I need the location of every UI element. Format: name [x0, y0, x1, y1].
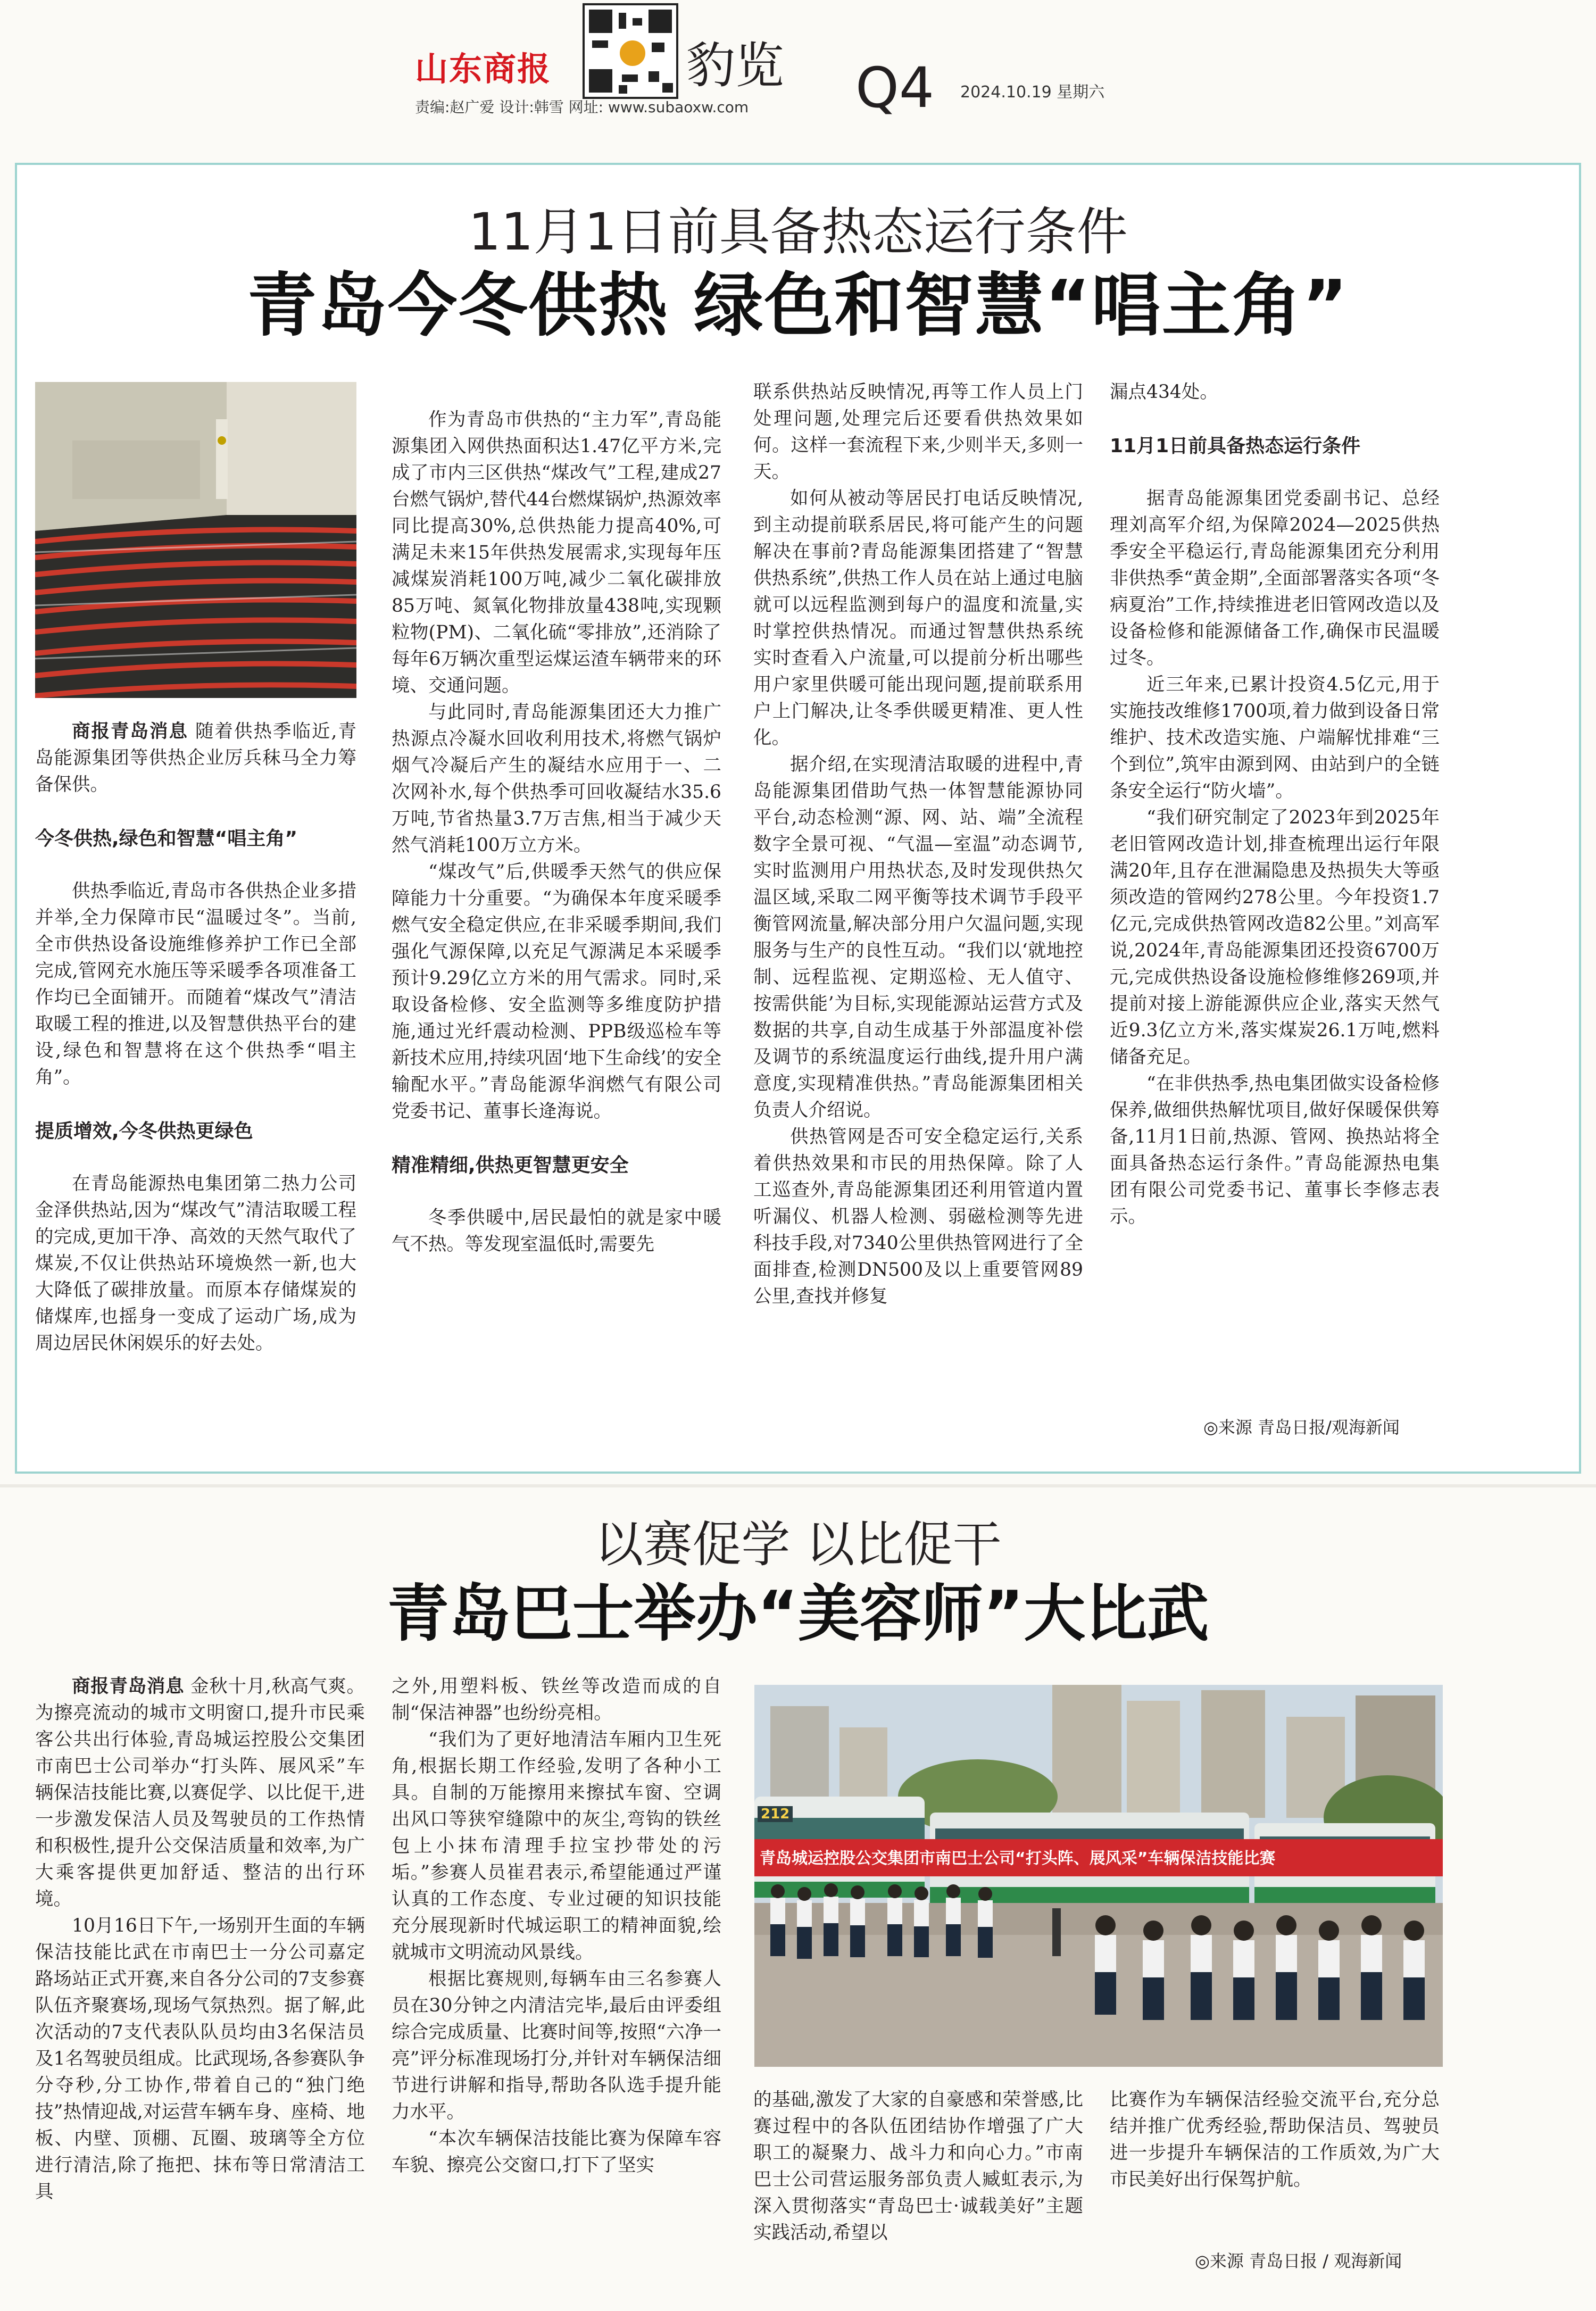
paragraph-continued: 之外,用塑料板、铁丝等改造而成的自制“保洁神器”也纷纷亮相。 [392, 1676, 721, 1724]
paragraph: 近三年来,已累计投资4.5亿元,用于实施技改维修1700项,着力做到设备日常维护、技术改造实施、户端解忧排难“三个到位”,筑牢由源到网、由站到户的全链条安全运行“防火墙”。 [1110, 674, 1440, 802]
paragraph: 作为青岛市供热的“主力军”,青岛能源集团入网供热面积达1.47亿平方米,完成了市内三区供热“煤改气”工程,建成27台燃气锅炉,替代44台燃煤锅炉,热源效率同比提高30%,总供热能力提高40%,可满足未来15年供热发展需求,实现每年压减煤炭消耗100万吨,减少二氧化碳排放85万吨、氮氧化物排放量438吨,实现颗粒物(PM)、二氧化硫“零排放”,还消除了每年6万辆次重型运煤运渣车辆带来的环境、交通问题。 [392, 409, 721, 696]
page-number: Q4 [855, 55, 935, 120]
paragraph: 在青岛能源热电集团第二热力公司金泽供热站,因为“煤改气”清洁取暖工程的完成,更加干净、高效的天然气取代了煤炭,不仅让供热站环境焕然一新,也大大降低了碳排放量。而原本存储煤炭的储煤库,也摇身一变成了运动广场,成为周边居民休闲娱乐的好去处。 [35, 1173, 356, 1354]
editor-credit: 责编:赵广爱 设计:韩雪 网址: www.subaoxw.com [415, 98, 749, 116]
article1-column-2 [392, 379, 721, 1258]
paragraph: “本次车辆保洁技能比赛为保障车容车貌、擦亮公交窗口,打下了坚实 [392, 2128, 721, 2176]
article-source: ◎来源 青岛日报 / 观海新闻 [1195, 2251, 1402, 2271]
subheading: 精准精细,供热更智慧更安全 [392, 1154, 629, 1176]
article-headline: 青岛今冬供热 绿色和智慧“唱主角” [247, 265, 1349, 346]
article1-column-4 [1110, 379, 1440, 1230]
contest-scene-illustration [754, 1685, 1443, 2067]
paragraph-continued: 的基础,激发了大家的自豪感和荣誉感,比赛过程中的各队伍团结协作增强了广大职工的凝聚力、战斗力和向心力。”市南巴士公司营运服务部负责人臧虹表示,为深入贯彻落实“青岛巴士·诚载美好”主题实践活动,希望以 [753, 2089, 1083, 2243]
article1-intro: 商报青岛消息 随着供热季临近,青岛能源集团等供热企业厉兵秣马全力筹备保供。 [35, 721, 357, 795]
paragraph: 供热管网是否可安全稳定运行,关系着供热效果和市民的用热保障。除了人工巡查外,青岛能源集团还利用管道内置听漏仪、机器人检测、弱磁检测等先进科技手段,对7340公里供热管网进行了全面排查,检测DN500及以上重要管网89公里,查找并修复 [753, 1126, 1083, 1307]
paragraph: “煤改气”后,供暖季天然气的供应保障能力十分重要。“为确保本年度采暖季燃气安全稳定供应,在非采暖季期间,我们强化气源保障,以充足气源满足本采暖季预计9.29亿立方米的用气需求。同时,采取设备检修、安全监测等多维度防护措施,通过光纤震动检测、PPB级巡检车等新技术应用,持续巩固‘地下生命线’的安全输配水平。”青岛能源华润燃气有限公司党委书记、董事长逄海说。 [392, 861, 721, 1122]
issue-date: 2024.10.19 星期六 [960, 83, 1105, 102]
paragraph: “我们研究制定了2023年到2025年老旧管网改造计划,排查梳理出运行年限满20年,且存在泄漏隐患及热损失大等亟须改造的管网约278公里。今年投资1.7亿元,完成供热管网改造82公里。”刘高军说,2024年,青岛能源集团还投资6700万元,完成供热设备设施检修维修269项,并提前对接上游能源供应企业,落实天然气近9.3亿立方米,落实煤炭26.1万吨,燃料储备充足。 [1110, 807, 1440, 1068]
paragraph-continued: 比赛作为车辆保洁经验交流平台,充分总结并推广优秀经验,帮助保洁员、驾驶员进一步提升车辆保洁的工作质效,为广大市民美好出行保驾护航。 [1110, 2089, 1440, 2190]
section-divider [0, 1484, 1596, 1487]
subheading: 提质增效,今冬供热更绿色 [35, 1120, 253, 1142]
bus-route-sign: 212 [758, 1806, 793, 1822]
paragraph-continued: 漏点434处。 [1110, 381, 1218, 403]
subheading: 今冬供热,绿色和智慧“唱主角” [35, 828, 297, 850]
article2-column-4 [1110, 2086, 1440, 2193]
paragraph: 根据比赛规则,每辆车由三名参赛人员在30分钟之内清洁完毕,最后由评委组综合完成质量、比赛时间等,按照“六净一亮”评分标准现场打分,并针对车辆保洁细节进行讲解和指导,帮助各队选手提升能力水平。 [392, 1968, 721, 2123]
article2-intro: 商报青岛消息 金秋十月,秋高气爽。为擦亮流动的城市文明窗口,提升市民乘客公共出行体验,青岛城运控股公交集团市南巴士公司举办“打头阵、展风采”车辆保洁技能比赛,以赛促学、以比促干,进一步激发保洁人员及驾驶员的工作热情和积极性,提升公交保洁质量和效率,为广大乘客提供更加舒适、整洁的出行环境。 [35, 1676, 365, 1910]
article-source: ◎来源 青岛日报/观海新闻 [1203, 1417, 1400, 1437]
bus-cleaning-contest-photo [754, 1685, 1443, 2067]
paragraph: 据青岛能源集团党委副书记、总经理刘高军介绍,为保障2024—2025供热季安全平稳运行,青岛能源集团充分利用非供热季“黄金期”,全面部署落实各项“冬病夏治”工作,持续推进老旧管网改造以及设备检修和能源储备工作,确保市民温暖过冬。 [1110, 488, 1440, 669]
paragraph-continued: 联系供热站反映情况,再等工作人员上门处理问题,处理完后还要看供热效果如何。这样一套流程下来,少则半天,多则一天。 [753, 381, 1083, 483]
article1-column-3 [753, 379, 1083, 1310]
paragraph: 如何从被动等居民打电话反映情况,到主动提前联系居民,将可能产生的问题解决在事前?青岛能源集团搭建了“智慧供热系统”,供热工作人员在站上通过电脑就可以远程监测到每户的温度和流量,实时掌控供热情况。而通过智慧供热系统实时查看入户流量,可以提前分析出哪些用户家里供暖可能出现问题,提前联系用户上门解决,让冬季供暖更精准、更人性化。 [753, 488, 1083, 749]
article2-column-1 [35, 1673, 365, 2205]
qr-code-icon [583, 3, 678, 99]
floor-heating-illustration [35, 382, 356, 698]
floor-heating-photo [35, 382, 356, 698]
article-headline: 青岛巴士举办“美容师”大比武 [387, 1578, 1209, 1650]
paragraph: 冬季供暖中,居民最怕的就是家中暖气不热。等发现室温低时,需要先 [392, 1207, 721, 1255]
article2-column-2 [392, 1673, 721, 2179]
article-kicker: 以赛促学 以比促干 [594, 1516, 1002, 1573]
paragraph: 10月16日下午,一场别开生面的车辆保洁技能比武在市南巴士一分公司嘉定路场站正式开赛,来自各分公司的7支参赛队伍齐聚赛场,现场气氛热烈。据了解,此次活动的7支代表队队员均由3名保洁员及1名驾驶员组成。比武现场,各参赛队争分夺秒,分工协作,带着自己的“独门绝技”热情迎战,对运营车辆车身、座椅、地板、内壁、顶棚、瓦圈、玻璃等全方位进行清洁,除了拖把、抹布等日常清洁工具 [35, 1915, 365, 2202]
paragraph: 与此同时,青岛能源集团还大力推广热源点冷凝水回收利用技术,将燃气锅炉烟气冷凝后产生的凝结水应用于一、二次网补水,每个供热季可回收凝结水35.6万吨,节省热量3.7万吉焦,相当于减少天然气消耗100万立方米。 [392, 702, 721, 856]
paragraph: 据介绍,在实现清洁取暖的进程中,青岛能源集团借助气热一体智慧能源协同平台,动态检测“源、网、站、端”全流程数字全景可视、“气温—室温”动态调节,实时监测用户用热状态,及时发现供热欠温区域,采取二网平衡等技术调节手段平衡管网流量,解决部分用户欠温问题,实现服务与生产的良性互动。“我们以‘就地控制、远程监视、定期巡检、无人值守、按需供能’为目标,实现能源站运营方式及数据的共享,自动生成基于外部温度补偿及调节的系统温度运行曲线,提升用户满意度,实现精准供热。”青岛能源集团相关负责人介绍说。 [753, 754, 1083, 1121]
article2-column-3 [753, 2086, 1083, 2246]
section-title: 豹览 [686, 37, 785, 94]
paragraph: 供热季临近,青岛市各供热企业多措并举,全力保障市民“温暖过冬”。当前,全市供热设备设施维修养护工作已全部完成,管网充水施压等采暖季各项准备工作均已全面铺开。而随着“煤改气”清洁取暖工程的推进,以及智慧供热平台的建设,绿色和智慧将在这个供热季“唱主角”。 [35, 880, 356, 1088]
paragraph: “我们为了更好地清洁车厢内卫生死角,根据长期工作经验,发明了各种小工具。自制的万能擦用来擦拭车窗、空调出风口等狭窄缝隙中的灰尘,弯钩的铁丝包上小抹布清理手拉宝抄带处的污垢。”参赛人员崔君表示,希望能通过严谨认真的工作态度、专业过硬的知识技能充分展现新时代城运职工的精神面貌,绘就城市文明流动风景线。 [392, 1729, 721, 1963]
article1-column-1 [35, 718, 356, 1357]
newspaper-brand: 山东商报 [415, 49, 552, 88]
subheading: 11月1日前具备热态运行条件 [1110, 435, 1361, 457]
masthead [0, 0, 1596, 144]
article-kicker: 11月1日前具备热态运行条件 [468, 202, 1128, 262]
event-banner: 青岛城运控股公交集团市南巴士公司“打头阵、展风采”车辆保洁技能比赛 [760, 1849, 1276, 1868]
paragraph: “在非供热季,热电集团做实设备检修保养,做细供热解忧项目,做好保暖保供筹备,11月1日前,热源、管网、换热站将全面具备热态运行条件。”青岛能源热电集团有限公司党委书记、董事长李修志表示。 [1110, 1073, 1440, 1227]
